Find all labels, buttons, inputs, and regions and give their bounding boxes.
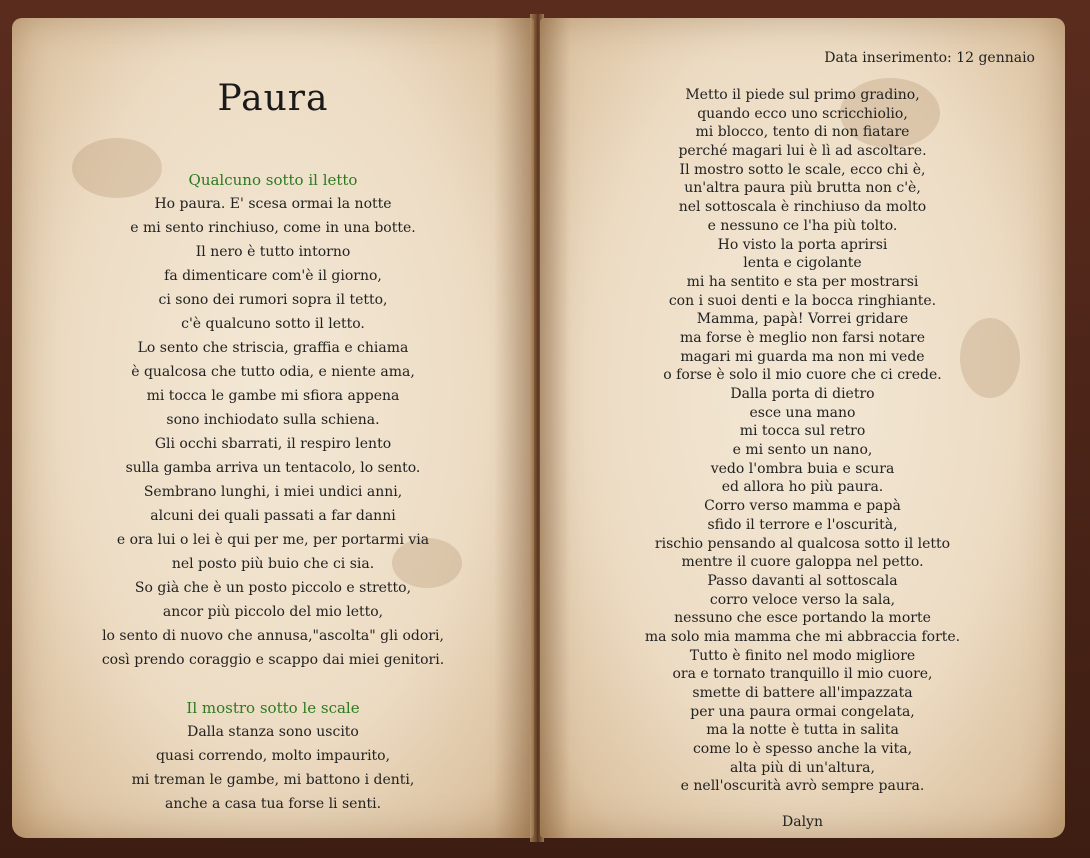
poem-line: ma la notte è tutta in salita [706, 722, 899, 739]
right-page [540, 18, 1065, 838]
poem-line: e mi sento rinchiuso, come in una botte. [130, 220, 416, 236]
poem-line: mentre il cuore galoppa nel petto. [681, 554, 924, 571]
poem-line: Passo davanti al sottoscala [707, 572, 898, 589]
poem-line: alcuni dei quali passati a far danni [150, 508, 396, 524]
poem-line: Sembrano lunghi, i miei undici anni, [143, 484, 403, 500]
poem-line: sfido il terrore e l'oscurità, [707, 516, 898, 533]
poem-line: Il nero è tutto intorno [195, 244, 351, 260]
poem-line: Tutto è finito nel modo migliore [689, 647, 916, 664]
poem-line: e ora lui o lei è qui per me, per portarmi via [116, 532, 430, 548]
poem-line: alta più di un'altura, [730, 759, 875, 776]
poem-line: mi tocca sul retro [739, 423, 866, 440]
poem-line: mi blocco, tento di non fiatare [695, 124, 910, 141]
poem-line: e mi sento un nano, [732, 442, 873, 459]
left-page-text [12, 168, 534, 816]
poem-title: Paura [217, 78, 329, 119]
poem-line: o forse è solo il mio cuore che ci crede. [663, 367, 942, 384]
poem-line: c'è qualcuno sotto il letto. [181, 316, 365, 332]
author-signature: Dalyn [782, 814, 823, 831]
left-page [12, 18, 534, 838]
poem-line: Corro verso mamma e papà [704, 498, 901, 515]
poem-line: mi ha sentito e sta per mostrarsi [686, 273, 919, 290]
poem-line: con i suoi denti e la bocca ringhiante. [668, 292, 937, 309]
poem-line: Ho visto la porta aprirsi [717, 236, 888, 253]
poem-line: sulla gamba arriva un tentacolo, lo sento. [125, 460, 421, 476]
poem-line: quasi correndo, molto impaurito, [155, 748, 391, 764]
poem-line: esce una mano [749, 404, 856, 421]
poem-line: smette di battere all'impazzata [692, 685, 913, 701]
poem-line: ma solo mia mamma che mi abbraccia forte. [644, 628, 961, 645]
poem-line: ci sono dei rumori sopra il tetto, [158, 292, 388, 308]
poem-line: quando ecco uno scricchiolio, [697, 105, 908, 122]
section-heading: Il mostro sotto le scale [186, 699, 360, 717]
poem-line: rischio pensando al qualcosa sotto il letto [654, 535, 951, 552]
poem-line: Metto il piede sul primo gradino, [685, 87, 920, 103]
poem-line: sono inchiodato sulla schiena. [166, 412, 380, 428]
entry-date: Data inserimento: 12 gennaio [824, 50, 1035, 66]
poem-line: magari mi guarda ma non mi vede [680, 348, 925, 365]
poem-line: lenta e cigolante [743, 255, 862, 272]
poem-line: Dalla stanza sono uscito [187, 724, 359, 740]
poem-line: Dalla porta di dietro [730, 386, 875, 402]
poem-line: e nell'oscurità avrò sempre paura. [680, 778, 925, 795]
poem-line: ma forse è meglio non farsi notare [679, 329, 926, 346]
poem-line: Ho paura. E' scesa ormai la notte [154, 196, 392, 212]
poem-line: perché magari lui è lì ad ascoltare. [678, 143, 927, 160]
poem-line: ed allora ho più paura. [721, 479, 884, 496]
poem-line: corro veloce verso la sala, [709, 591, 896, 608]
poem-line: mi treman le gambe, mi battono i denti, [131, 772, 415, 788]
poem-line: nel sottoscala è rinchiuso da molto [678, 199, 927, 216]
poem-line: lo sento di nuovo che annusa,"ascolta" gli odori, [102, 628, 444, 644]
poem-line: Lo sento che striscia, graffia e chiama [137, 340, 409, 356]
poem-line: come lo è spesso anche la vita, [692, 741, 913, 758]
poem-line: nessuno che esce portando la morte [674, 610, 931, 627]
poem-line: per una paura ormai congelata, [690, 703, 915, 720]
poem-line: anche a casa tua forse li senti. [164, 796, 382, 812]
poem-line: così prendo coraggio e scappo dai miei genitori. [101, 652, 445, 668]
poem-line: mi tocca le gambe mi sfiora appena [146, 388, 400, 404]
poem-line: è qualcosa che tutto odia, e niente ama, [131, 364, 415, 380]
poem-line: So già che è un posto piccolo e stretto, [134, 580, 412, 596]
poem-line: fa dimenticare com'è il giorno, [164, 268, 382, 284]
poem-line: Gli occhi sbarrati, il respiro lento [154, 436, 392, 452]
poem-line: nel posto più buio che ci sia. [171, 556, 375, 572]
section-heading: Qualcuno sotto il letto [188, 171, 358, 189]
poem-line: un'altra paura più brutta non c'è, [684, 180, 921, 197]
right-page-text [540, 86, 1065, 830]
poem-line: ora e tornato tranquillo il mio cuore, [672, 666, 933, 683]
poem-line: e nessuno ce l'ha più tolto. [707, 217, 898, 234]
poem-line: vedo l'ombra buia e scura [710, 460, 895, 477]
poem-line: ancor più piccolo del mio letto, [162, 604, 384, 620]
poem-line: Mamma, papà! Vorrei gridare [696, 311, 909, 328]
poem-line: Il mostro sotto le scale, ecco chi è, [679, 161, 926, 178]
